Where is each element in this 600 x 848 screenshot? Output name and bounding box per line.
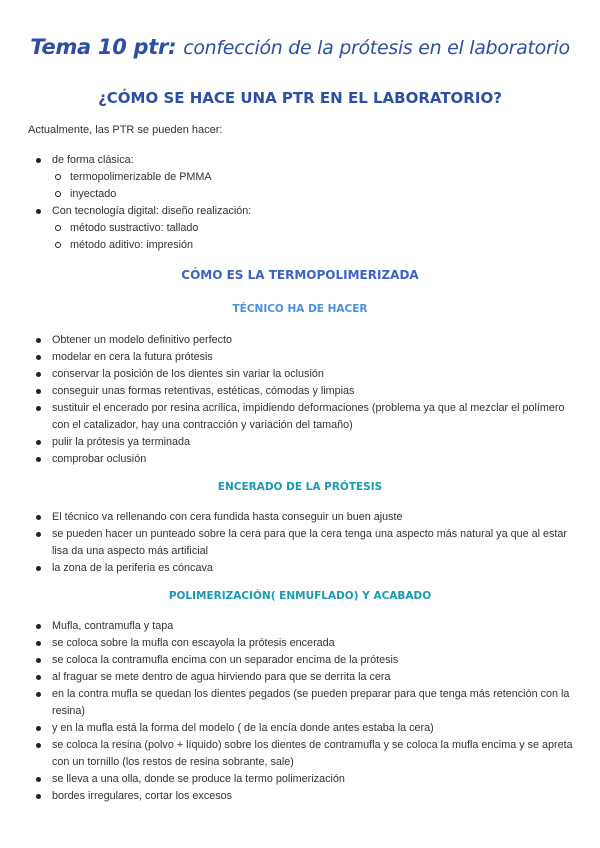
section-heading-termo: CÓMO ES LA TERMOPOLIMERIZADA (181, 268, 419, 282)
section-heading-polimerizacion: POLIMERIZACIÓN( ENMUFLADO) Y ACABADO (168, 590, 432, 602)
title-main: Tema 10 ptr: (30, 35, 177, 59)
main-heading: ¿CÓMO SE HACE UNA PTR EN EL LABORATORIO? (98, 89, 502, 107)
list-item: se coloca la resina (polvo + líquido) sobre los dientes de contramufla y se coloca la mufla encima y se apreta con un tornillo (los restos de resina sobrante, sale) (0, 737, 600, 771)
list-item: método sustractivo: tallado (0, 220, 600, 237)
document-title (0, 35, 600, 59)
list-item: método aditivo: impresión (0, 237, 600, 254)
intro-paragraph: Actualmente, las PTR se pueden hacer: (28, 124, 223, 136)
list-item: comprobar oclusión (0, 451, 600, 468)
encerado-list (0, 509, 600, 577)
polimerizacion-list (0, 618, 600, 805)
list-item: modelar en cera la futura prótesis (0, 349, 600, 366)
title-rest: confección de la prótesis en el laboratorio (183, 37, 570, 59)
list-item: se pueden hacer un punteado sobre la cera para que la cera tenga una aspecto más natural ya que al estar lisa da una aspecto más artificial (0, 526, 600, 560)
list-item: Mufla, contramufla y tapa (0, 618, 600, 635)
list-item: Con tecnología digital: diseño realización: (0, 203, 600, 220)
list-item: bordes irregulares, cortar los excesos (0, 788, 600, 805)
list-item: la zona de la periferia es cóncava (0, 560, 600, 577)
list-item: de forma clásica: (0, 152, 600, 169)
section-heading-encerado: ENCERADO DE LA PRÓTESIS (217, 481, 383, 493)
section-heading-tecnico: TÉCNICO HA DE HACER (232, 303, 368, 315)
list-item: conservar la posición de los dientes sin variar la oclusión (0, 366, 600, 383)
list-item: en la contra mufla se quedan los dientes pegados (se pueden preparar para que tenga más retención con la resina) (0, 686, 600, 720)
list-item: se lleva a una olla, donde se produce la termo polimerización (0, 771, 600, 788)
list-item: termopolimerizable de PMMA (0, 169, 600, 186)
list-item: pulir la prótesis ya terminada (0, 434, 600, 451)
list-item: conseguir unas formas retentivas, estéticas, cómodas y limpias (0, 383, 600, 400)
list-item: sustituir el encerado por resina acrílica, impidiendo deformaciones (problema ya que al mezclar el polímero con el catalizador, hay una contracción y variación del tamaño) (0, 400, 600, 434)
list-item: Obtener un modelo definitivo perfecto (0, 332, 600, 349)
tecnico-list (0, 332, 600, 468)
list-item: al fraguar se mete dentro de agua hirviendo para que se derrita la cera (0, 669, 600, 686)
list-item: inyectado (0, 186, 600, 203)
list-item: El técnico va rellenando con cera fundida hasta conseguir un buen ajuste (0, 509, 600, 526)
list-item: se coloca sobre la mufla con escayola la prótesis encerada (0, 635, 600, 652)
list-item: y en la mufla está la forma del modelo ( de la encía donde antes estaba la cera) (0, 720, 600, 737)
methods-list (0, 152, 600, 254)
list-item: se coloca la contramufla encima con un separador encima de la prótesis (0, 652, 600, 669)
